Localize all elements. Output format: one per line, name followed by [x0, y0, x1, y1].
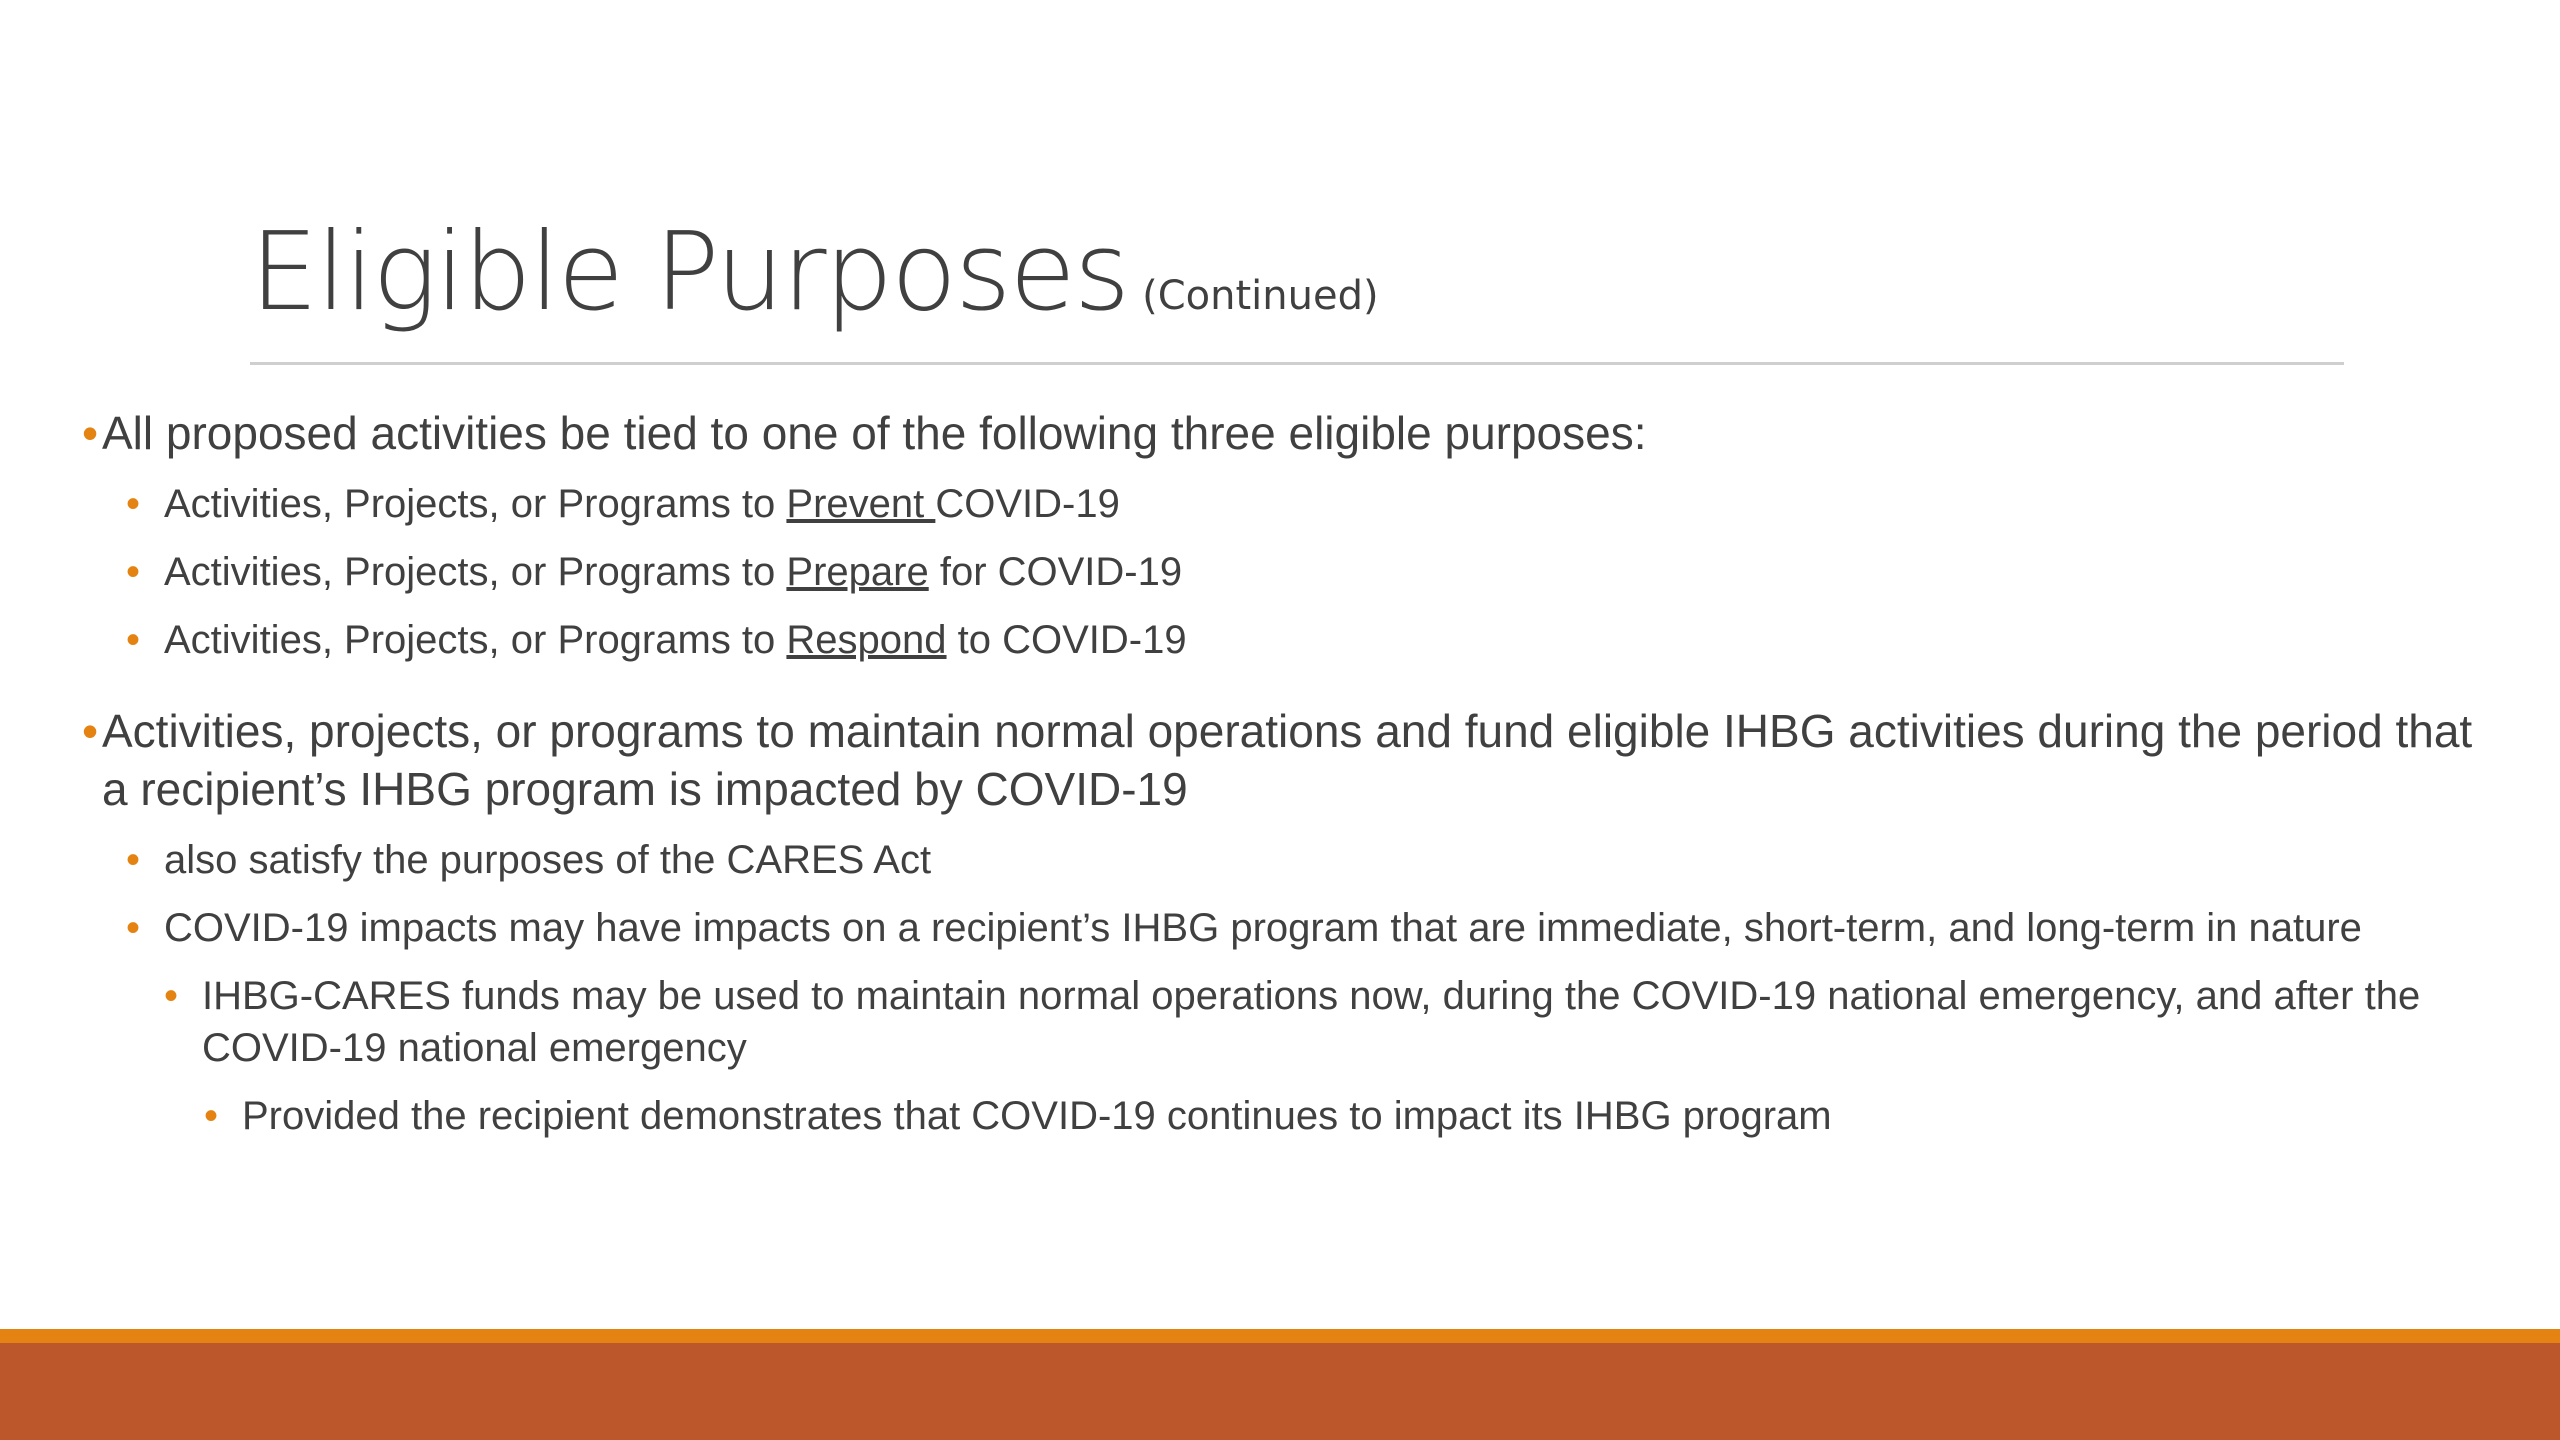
footer-bar — [0, 1343, 2560, 1440]
bullet-icon: • — [126, 550, 141, 594]
bullet-icon: • — [126, 906, 141, 950]
sub-sub-bullet-text: IHBG-CARES funds may be used to maintain normal operations now, during the COVID-19 national emergency, and after the COVID-19 national emergency — [202, 974, 2421, 1070]
sub-bullet-item — [0, 478, 2480, 530]
footer-accent-bar — [0, 1329, 2560, 1343]
bullet-icon: • — [126, 618, 141, 662]
sub-bullet-prefix: Activities, Projects, or Programs to — [164, 550, 787, 594]
sub-bullet-text: also satisfy the purposes of the CARES Act — [164, 838, 932, 882]
title-main: Eligible Purposes — [250, 210, 1129, 335]
sub-bullet-item — [0, 834, 2480, 886]
bullet-text: Activities, projects, or programs to maintain normal operations and fund eligible IHBG activities during the period that a recipient’s IHBG program is impacted by COVID-19 — [102, 705, 2473, 815]
sub-bullet-prefix: Activities, Projects, or Programs to — [164, 618, 787, 662]
sub-sub-bullet-item — [0, 970, 2480, 1074]
bullet-list — [0, 390, 2480, 1142]
bullet-icon: • — [126, 838, 141, 882]
purpose-respond: Respond — [786, 618, 947, 662]
bullet-icon: • — [126, 482, 141, 526]
level4-bullet-item — [0, 1090, 2480, 1142]
level4-bullet-text: Provided the recipient demonstrates that COVID-19 continues to impact its IHBG program — [242, 1094, 1832, 1138]
bullet-icon: • — [82, 407, 99, 459]
bullet-text: All proposed activities be tied to one of the following three eligible purposes: — [102, 407, 1647, 459]
slide-title — [250, 210, 1379, 335]
title-divider — [250, 362, 2344, 365]
bullet-icon: • — [204, 1094, 219, 1138]
sub-bullet-item — [0, 902, 2480, 954]
sub-bullet-suffix: for COVID-19 — [928, 550, 1183, 594]
sub-bullet-text: COVID-19 impacts may have impacts on a recipient’s IHBG program that are immediate, short-term, and long-term in nature — [164, 906, 2362, 950]
sub-bullet-item — [0, 614, 2480, 666]
bullet-icon: • — [82, 705, 99, 757]
bullet-item — [0, 702, 2480, 818]
bullet-item — [0, 404, 2480, 462]
sub-bullet-prefix: Activities, Projects, or Programs to — [164, 482, 787, 526]
title-subtitle: (Continued) — [1142, 273, 1379, 319]
bullet-icon: • — [164, 974, 179, 1018]
purpose-prevent: Prevent — [786, 482, 936, 526]
sub-bullet-suffix: COVID-19 — [935, 482, 1120, 526]
sub-bullet-suffix: to COVID-19 — [946, 618, 1187, 662]
sub-bullet-item — [0, 546, 2480, 598]
purpose-prepare: Prepare — [786, 550, 929, 594]
